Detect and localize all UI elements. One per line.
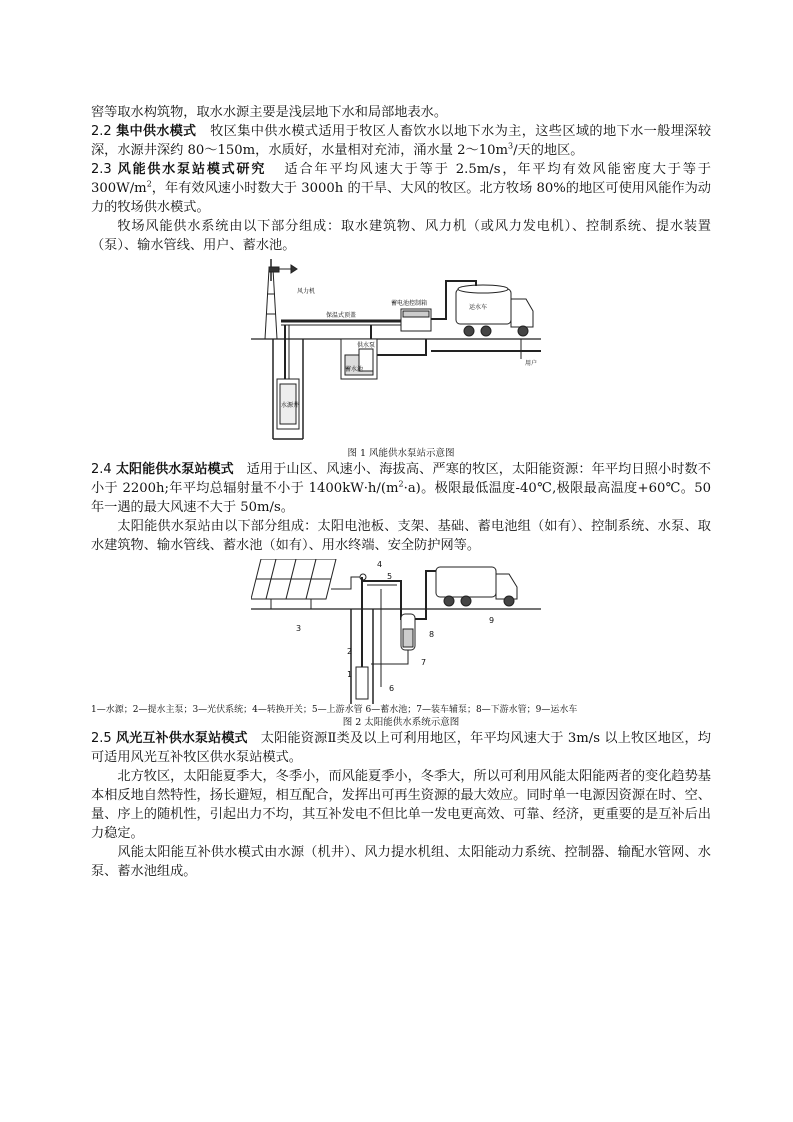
label-pipe: 保温式顶盖: [326, 312, 357, 319]
fig2-number-5: 5: [387, 572, 393, 581]
label-pump: 供水泵: [357, 342, 376, 349]
section-text-end: /天的地区。: [513, 143, 584, 158]
section-2-2: [91, 122, 711, 160]
paragraph-hybrid-components: 风能太阳能互补供水模式由水源（机井）、风力提水机组、太阳能动力系统、控制器、输配水管网、水泵、蓄水池组成。: [91, 845, 711, 879]
paragraph-solar-components: 太阳能供水泵站由以下部分组成：太阳电池板、支架、基础、蓄电池组（如有）、控制系统、水泵、取水建筑物、输水管线、蓄水池（如有）、用水终端、安全防护网等。: [91, 519, 711, 553]
fig2-number-2: 2: [347, 647, 353, 656]
wind-pump-diagram: [251, 259, 551, 447]
section-title: 集中供水模式: [116, 124, 197, 139]
section-number: 2.3: [91, 162, 112, 177]
figure-1-caption: 图 1 风能供水泵站示意图: [347, 448, 455, 459]
document-page: [91, 103, 711, 881]
label-well: 水源井: [281, 402, 300, 409]
section-text: 牧区集中供水模式适用于牧区人畜饮水以地下水为主，这些区域的地下水一般埋深较深，水源井深约 80～150m，水质好，水量相对充沛，涌水量 2～10m: [91, 124, 712, 158]
superscript: 2: [146, 179, 152, 189]
section-text-end: ·a)。极限最低温度-40℃,极限最高温度+60℃。50 年一遇的最大风速不大于 50m/s。: [91, 481, 712, 515]
fig2-number-9: 9: [489, 616, 495, 625]
section-2-4: [91, 460, 711, 517]
paragraph-wind-components: 牧场风能供水系统由以下部分组成：取水建筑物、风力机（或风力发电机）、控制系统、提水装置（泵）、输水管线、用户、蓄水池。: [91, 219, 711, 253]
fig2-number-6: 6: [389, 684, 395, 693]
section-title: 风光互补供水泵站模式: [116, 731, 248, 746]
section-number: 2.4: [91, 462, 112, 477]
paragraph-complementary: 北方牧区，太阳能夏季大，冬季小，而风能夏季小，冬季大，所以可利用风能太阳能两者的变化趋势基本相反地自然特性，扬长避短，相互配合，发挥出可再生资源的最大效应。同时单一电源因资源在时、空、量、序上的随机性，引起出力不均，其互补发电不但比单一发电更高效、可靠、经济，更重要的是互补后出力稳定。: [91, 769, 711, 841]
section-text-end: ，年有效风速小时数大于 3000h 的干旱、大风的牧区。北方牧场 80%的地区可使用风能作为动力的牧场供水模式。: [91, 181, 711, 215]
paragraph-intro: 窖等取水构筑物，取水水源主要是浅层地下水和局部地表水。: [91, 105, 448, 120]
section-text: 适用于山区、风速小、海拔高、严寒的牧区，太阳能资源：年平均日照小时数不小于 2200h;年平均总辐射量不小于 1400kW·h/(m: [91, 462, 711, 496]
label-pool: 蓄水池: [345, 366, 364, 373]
figure-1: [251, 259, 551, 447]
fig2-number-4: 4: [377, 560, 383, 569]
section-title: 风能供水泵站模式研究: [117, 162, 267, 177]
fig2-number-3: 3: [296, 624, 302, 633]
figure-2: [251, 559, 551, 704]
section-number: 2.2: [91, 124, 112, 139]
figure-2-caption: 图 2 太阳能供水系统示意图: [342, 717, 460, 728]
section-number: 2.5: [91, 731, 112, 746]
superscript: 3: [508, 141, 514, 151]
label-turbine: 风力机: [297, 288, 316, 295]
fig2-number-7: 7: [421, 658, 427, 667]
fig2-number-1: 1: [347, 670, 353, 679]
section-text: 适合年平均风速大于等于 2.5m/s，年平均有效风能密度大于等于 300W/m: [91, 162, 711, 196]
section-2-5: [91, 729, 711, 767]
superscript: 2: [398, 479, 404, 489]
section-title: 太阳能供水泵站模式: [115, 462, 234, 477]
label-truck: 运水车: [469, 304, 488, 311]
fig2-number-8: 8: [429, 630, 435, 639]
section-2-3: [91, 160, 711, 217]
figure-2-legend: 1—水源；2—提水主泵；3—光伏系统；4—转换开关；5—上游水管 6—蓄水池；7—装车辅泵；8—下游水管；9—运水车: [91, 705, 578, 715]
solar-pump-diagram: [251, 559, 551, 704]
label-user: 用户: [525, 360, 538, 367]
section-text: 太阳能资源Ⅱ类及以上可利用地区，年平均风速大于 3m/s 以上牧区地区，均可适用风光互补牧区供水泵站模式。: [91, 731, 711, 765]
label-control: 蓄电池控制箱: [391, 300, 428, 307]
